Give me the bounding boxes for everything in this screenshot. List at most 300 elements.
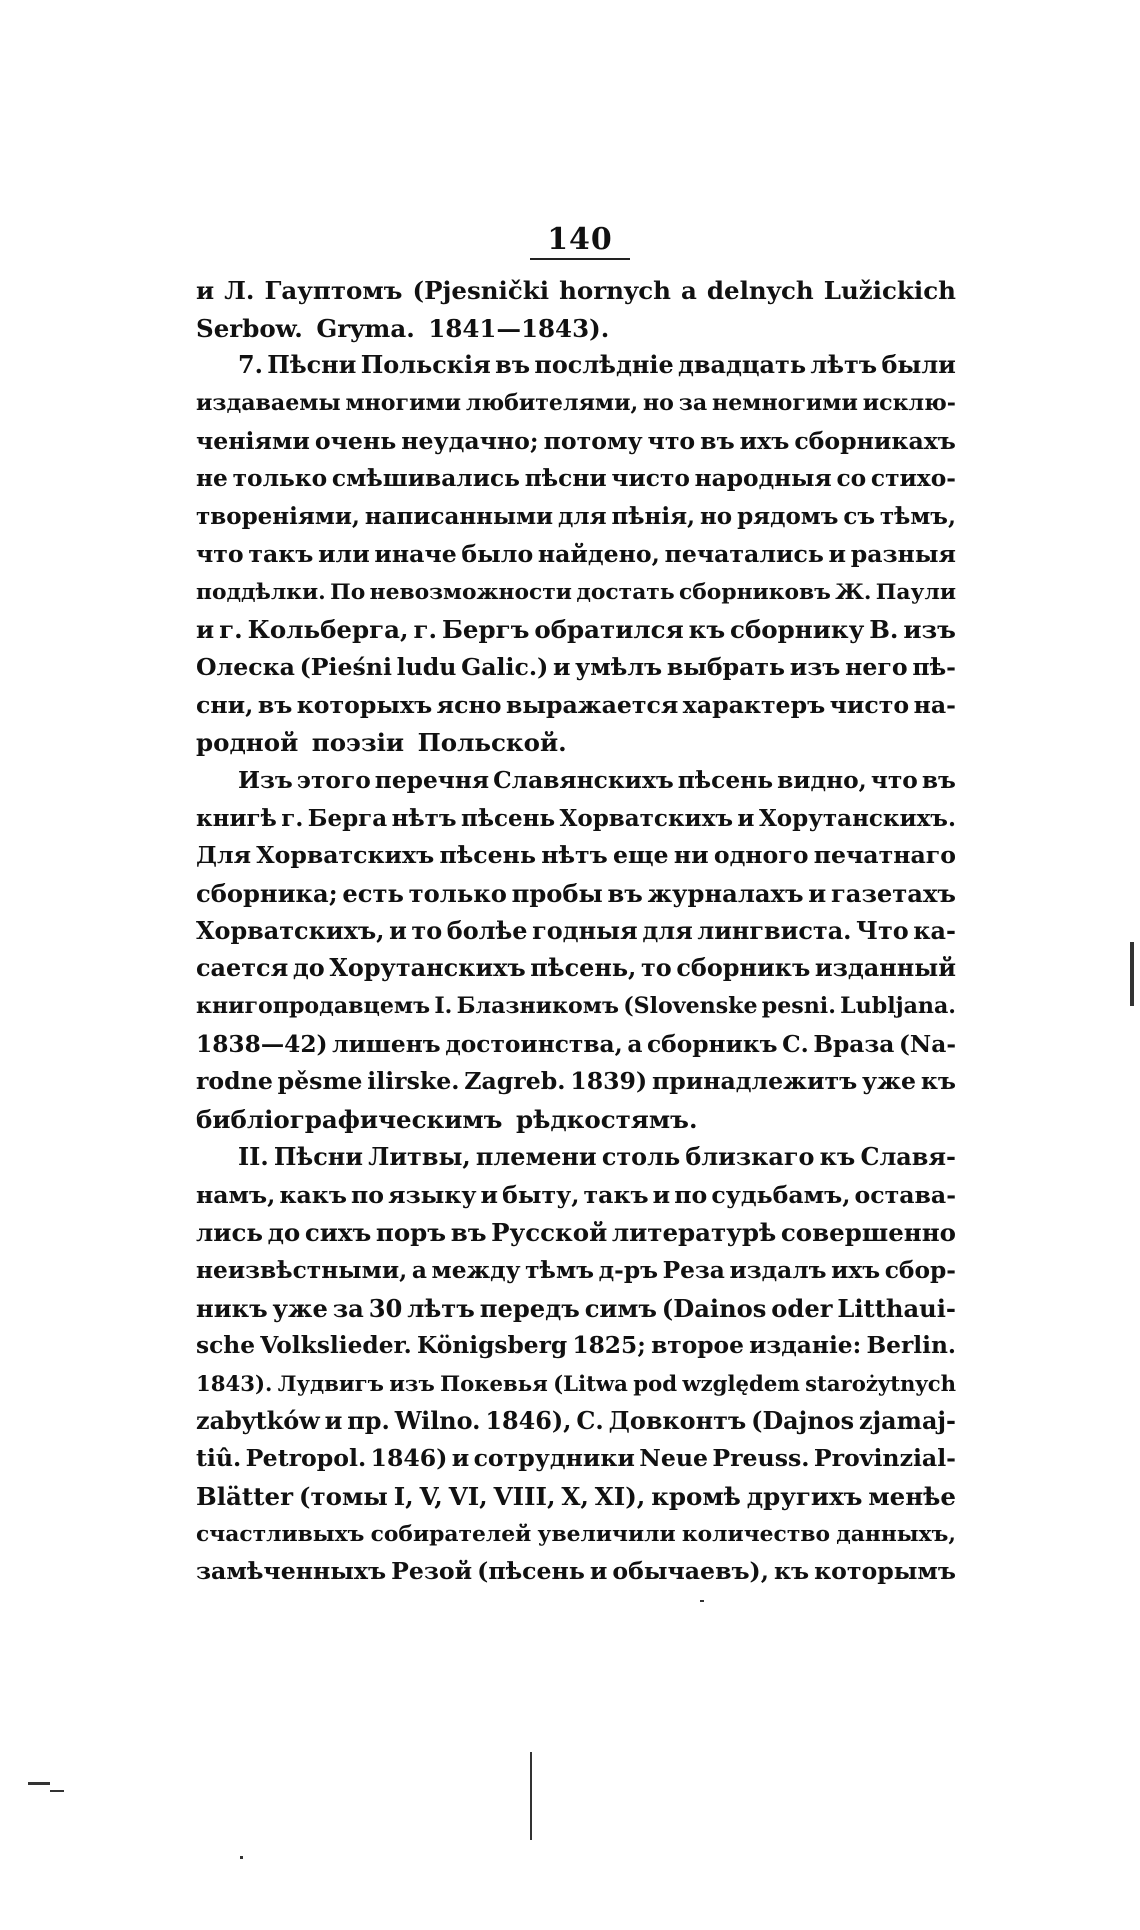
word: pesni. <box>761 993 836 1020</box>
word: (Litwa <box>553 1370 628 1396</box>
word: намъ, <box>196 1180 276 1209</box>
word: по <box>674 1180 708 1209</box>
word: Блазникомъ <box>456 993 619 1020</box>
word: Хорватскихъ <box>256 841 435 870</box>
word: Пѣсни <box>273 1142 363 1171</box>
word: то <box>411 916 443 945</box>
word: и <box>828 539 847 568</box>
word: найдено, <box>537 539 660 568</box>
word: (Pieśni <box>299 652 392 681</box>
word: Litthaui- <box>837 1293 956 1323</box>
word: уже <box>862 1067 916 1096</box>
word: а <box>411 1256 427 1284</box>
word: болѣе <box>446 916 528 945</box>
text-line <box>196 1063 956 1101</box>
word: въ <box>700 426 735 455</box>
scan-speck <box>530 1752 532 1840</box>
word: сборникъ <box>646 1030 778 1058</box>
word: близкаго <box>685 1142 815 1171</box>
word: сборникахъ <box>794 426 956 455</box>
word: поддѣлки. <box>196 579 326 605</box>
word: какъ <box>279 1180 347 1209</box>
text-line <box>196 950 956 988</box>
word: такъ <box>248 539 314 568</box>
word: Реза <box>662 1256 725 1284</box>
word: и <box>196 615 215 645</box>
word: тѣмъ, <box>879 503 956 531</box>
page-number-rule <box>530 258 630 260</box>
word: потому <box>543 426 643 455</box>
word: между <box>431 1256 521 1284</box>
word: Славянскихъ <box>493 766 674 794</box>
word: которымъ <box>814 1557 956 1586</box>
word: XI), <box>594 1482 646 1511</box>
word: и <box>196 276 215 305</box>
word: пѣсни <box>524 465 607 493</box>
word: сборнику <box>730 615 865 645</box>
word: менѣе <box>868 1482 956 1511</box>
text-line <box>196 1327 956 1365</box>
word: Хорутанскихъ. <box>758 804 956 832</box>
word: выбрать <box>666 652 786 681</box>
word: zabytków <box>196 1406 320 1435</box>
word: Хорутанскихъ <box>329 954 526 983</box>
word: нѣтъ <box>391 804 457 832</box>
text-line <box>196 913 956 951</box>
word: Бергъ <box>441 615 530 645</box>
word: до <box>292 954 325 983</box>
text-line <box>196 1214 956 1252</box>
word: ilirske. <box>367 1067 460 1096</box>
word: Lubljana. <box>840 993 956 1020</box>
text-line: библіографическимъ рѣдкостямъ. <box>196 1105 698 1135</box>
word: VIII, <box>493 1482 556 1511</box>
word: еще <box>613 841 669 870</box>
word: Wilno. <box>394 1406 481 1435</box>
word: данныхъ, <box>836 1521 956 1547</box>
word: д-ръ <box>598 1256 658 1284</box>
word: (Dainos <box>661 1293 767 1323</box>
word: поръ <box>375 1218 447 1248</box>
word: (Na- <box>898 1030 956 1058</box>
text-line <box>196 347 956 385</box>
scan-speck <box>700 1600 704 1602</box>
word: Резой <box>391 1557 473 1586</box>
text-line <box>196 460 956 498</box>
word: Хорватскихъ, <box>196 916 385 945</box>
word: за <box>678 390 708 417</box>
word: 1843). <box>196 1370 273 1396</box>
word: смѣшивались <box>331 465 520 493</box>
word: Берга <box>307 804 388 832</box>
word: твореніями, <box>196 503 360 531</box>
word: замѣченныхъ <box>196 1557 387 1586</box>
word: и <box>480 1180 499 1209</box>
word: Славя- <box>860 1142 956 1171</box>
word: (Pjesnički <box>412 276 550 305</box>
word: сни, <box>196 690 254 719</box>
word: столь <box>601 1142 681 1171</box>
word: въ <box>921 766 956 794</box>
word: разныя <box>850 539 956 568</box>
text-line <box>196 1440 956 1478</box>
text-line <box>196 1365 956 1403</box>
word: Довконтъ <box>608 1406 747 1435</box>
word: умѣлъ <box>575 652 663 681</box>
word: невозможности <box>369 579 572 605</box>
word: пѣсень, <box>530 954 637 983</box>
word: Provinzial- <box>813 1444 956 1473</box>
word: пѣ- <box>912 652 956 681</box>
word: Lužickich <box>823 276 956 305</box>
scan-speck <box>28 1782 50 1785</box>
word: есть <box>342 879 404 908</box>
word: послѣдніе <box>534 351 674 380</box>
word: книгѣ <box>196 804 277 832</box>
word: І. <box>434 993 453 1020</box>
word: любителями, <box>465 390 639 417</box>
word: печатнаго <box>813 841 956 870</box>
word: Blätter <box>196 1482 294 1511</box>
word: остава- <box>854 1180 956 1209</box>
word: С. <box>782 1030 809 1058</box>
word: него <box>845 652 908 681</box>
word: иначе <box>374 539 457 568</box>
word: Паули <box>875 579 956 605</box>
word: которыхъ <box>296 690 433 719</box>
word: многими <box>345 390 462 417</box>
text-line <box>196 762 956 800</box>
word: съ <box>843 503 875 531</box>
text-line <box>196 498 956 536</box>
word: перечня <box>374 766 490 794</box>
text-line <box>196 649 956 687</box>
text-line <box>196 875 956 913</box>
word: ихъ <box>739 426 790 455</box>
word: за <box>332 1293 364 1323</box>
word: sche <box>196 1332 256 1360</box>
word: и <box>552 652 571 681</box>
word: Königsberg <box>417 1332 568 1360</box>
word: количество <box>681 1521 831 1547</box>
scan-speck <box>50 1790 64 1792</box>
word: счастливыхъ <box>196 1521 365 1547</box>
word: (томы <box>298 1482 388 1511</box>
word: По <box>330 579 366 605</box>
word: и <box>589 1557 608 1586</box>
word: исклю- <box>862 390 956 417</box>
word: достать <box>576 579 675 605</box>
word: oder <box>771 1293 833 1323</box>
word: двадцать <box>677 351 807 380</box>
word: Berlin. <box>866 1332 956 1360</box>
word: и <box>808 879 827 908</box>
word: выражается <box>505 690 679 719</box>
word: къ <box>920 1067 956 1096</box>
margin-mark <box>1130 942 1134 1006</box>
word: на- <box>913 690 956 719</box>
word: лѣтъ <box>810 351 878 380</box>
word: только <box>232 465 328 493</box>
word: въ <box>450 1218 487 1248</box>
word: ни <box>673 841 709 870</box>
word: Volkslieder. <box>260 1332 412 1360</box>
word: изъ <box>389 1370 435 1396</box>
text-line <box>196 1139 956 1177</box>
scan-speck <box>240 1856 243 1859</box>
word: В. <box>869 615 899 645</box>
text-line <box>196 1478 956 1516</box>
text-line <box>196 988 956 1026</box>
word: Лудвигъ <box>277 1370 384 1396</box>
word: Пѣсни <box>267 351 357 380</box>
word: пѣсень <box>460 804 556 832</box>
word: неизвѣстными, <box>196 1256 408 1284</box>
word: а <box>627 1030 643 1058</box>
text-line <box>196 1516 956 1554</box>
word: względem <box>682 1370 800 1396</box>
word: Гауптомъ <box>264 276 403 305</box>
text-line <box>196 1553 956 1591</box>
word: и <box>652 1180 671 1209</box>
word: характеръ <box>682 690 826 719</box>
word: стихо- <box>870 465 956 493</box>
word: Враза <box>813 1030 895 1058</box>
word: (Dajnos <box>751 1406 855 1435</box>
word: не <box>196 465 228 493</box>
text-line <box>196 272 956 310</box>
text-line <box>196 1290 956 1328</box>
word: сихъ <box>304 1218 372 1248</box>
word: изъ <box>903 615 956 645</box>
word: достоинства, <box>445 1030 623 1058</box>
word: сборникъ <box>676 954 811 983</box>
word: народныя <box>694 465 832 493</box>
word: (пѣсень <box>477 1557 585 1586</box>
text-line <box>196 1026 956 1064</box>
word: Польскія <box>360 351 491 380</box>
word: II. <box>238 1142 269 1171</box>
word: ка- <box>913 916 956 945</box>
word: Покевья <box>440 1370 548 1396</box>
word: написанными <box>364 503 554 531</box>
word: Олеска <box>196 652 295 681</box>
word: a <box>680 276 697 305</box>
word: по <box>351 1180 385 1209</box>
word: starożytnych <box>805 1370 956 1396</box>
word: къ <box>688 615 726 645</box>
word: изданный <box>814 954 956 983</box>
word: pěsme <box>277 1067 363 1096</box>
word: другихъ <box>746 1482 863 1511</box>
word: такъ <box>583 1180 649 1209</box>
word: журналахъ <box>647 879 804 908</box>
word: zjamaj- <box>858 1406 956 1435</box>
word: hornych <box>559 276 671 305</box>
word: лишенъ <box>332 1030 441 1058</box>
word: къ <box>773 1557 810 1586</box>
word: но <box>643 390 674 417</box>
word: delnych <box>706 276 814 305</box>
word: неудачно; <box>401 426 539 455</box>
word: сбор- <box>884 1256 956 1284</box>
word: сборниковъ <box>679 579 831 605</box>
word: никъ <box>196 1293 268 1323</box>
word: ясно <box>436 690 502 719</box>
text-line <box>196 385 956 423</box>
word: г. <box>219 615 243 645</box>
word: VI, <box>448 1482 488 1511</box>
word: rodne <box>196 1067 273 1096</box>
word: увеличили <box>537 1521 676 1547</box>
text-line <box>196 800 956 838</box>
word: быту, <box>502 1180 580 1209</box>
word: рядомъ <box>737 503 839 531</box>
word: видно, <box>777 766 867 794</box>
text-line <box>196 687 956 725</box>
word: годныя <box>532 916 638 945</box>
word: сотрудники <box>473 1444 635 1473</box>
word: Zagreb. <box>464 1067 566 1096</box>
word: Ж. <box>835 579 872 605</box>
word: что <box>196 539 244 568</box>
word: со <box>836 465 867 493</box>
page-number: 140 <box>547 222 613 257</box>
word: до <box>267 1218 301 1248</box>
word: въ <box>607 879 643 908</box>
word: этого <box>296 766 371 794</box>
word: или <box>318 539 370 568</box>
word: и <box>737 804 755 832</box>
word: V, <box>419 1482 443 1511</box>
word: газетахъ <box>830 879 956 908</box>
word: 1838—42) <box>196 1030 328 1058</box>
word: ludu <box>396 652 457 681</box>
word: одного <box>713 841 809 870</box>
word: языку <box>388 1180 477 1209</box>
word: tiû. <box>196 1444 242 1473</box>
word: 1825; <box>572 1332 646 1360</box>
word: Preuss. <box>712 1444 810 1473</box>
text-line <box>196 536 956 574</box>
word: 1839) <box>570 1067 648 1096</box>
word: и <box>324 1406 343 1435</box>
word: Литвы, <box>368 1142 471 1171</box>
word: пѣнія, <box>611 503 696 531</box>
word: и <box>451 1444 470 1473</box>
word: пѣсень <box>677 766 774 794</box>
word: лѣтъ <box>407 1293 475 1323</box>
word: Что <box>856 916 909 945</box>
word: въ <box>495 351 531 380</box>
word: I, <box>393 1482 414 1511</box>
word: 1846) <box>370 1444 448 1473</box>
word: совершенно <box>780 1218 956 1248</box>
word: С. <box>576 1406 604 1435</box>
word: симъ <box>584 1293 657 1323</box>
word: только <box>408 879 507 908</box>
word: (Slovenske <box>623 993 758 1020</box>
word: очень <box>314 426 397 455</box>
word: чисто <box>829 690 910 719</box>
word: въ <box>257 690 293 719</box>
text-line: родной поэзіи Польской. <box>196 728 567 758</box>
word: лись <box>196 1218 263 1248</box>
word: собирателей <box>370 1521 532 1547</box>
word: Petropol. <box>245 1444 367 1473</box>
text-line <box>196 1252 956 1290</box>
word: второе <box>651 1332 744 1360</box>
word: племени <box>475 1142 597 1171</box>
word: г. <box>281 804 304 832</box>
word: тѣмъ <box>525 1256 595 1284</box>
word: передъ <box>479 1293 580 1323</box>
word: изъ <box>789 652 841 681</box>
text-line <box>196 574 956 612</box>
word: кромѣ <box>651 1482 741 1511</box>
word: изданіе: <box>749 1332 862 1360</box>
text-line: Serbow. Gryma. 1841—1843). <box>196 313 610 343</box>
word: къ <box>819 1142 856 1171</box>
word: чисто <box>611 465 690 493</box>
word: обратился <box>534 615 684 645</box>
word: ченіями <box>196 426 310 455</box>
word: нѣтъ <box>541 841 608 870</box>
word: ихъ <box>831 1256 881 1284</box>
word: Изъ <box>238 766 293 794</box>
word: что <box>647 426 696 455</box>
text-line <box>196 837 956 875</box>
word: пробы <box>511 879 603 908</box>
word: 30 <box>368 1293 403 1323</box>
word: но <box>699 503 733 531</box>
word: для <box>642 916 693 945</box>
word: Л. <box>224 276 255 305</box>
text-line <box>196 1403 956 1441</box>
word: судьбамъ, <box>711 1180 851 1209</box>
word: Хорватскихъ <box>559 804 733 832</box>
word: немногими <box>712 390 858 417</box>
word: обычаевъ), <box>612 1557 769 1586</box>
word: печатались <box>664 539 824 568</box>
text-line <box>196 1177 956 1215</box>
word: уже <box>272 1293 328 1323</box>
word: что <box>870 766 918 794</box>
word: издалъ <box>729 1256 827 1284</box>
word: 7. <box>238 351 263 380</box>
word: издаваемы <box>196 390 341 417</box>
word: пѣсень <box>439 841 536 870</box>
word: то <box>640 954 672 983</box>
word: книгопродавцемъ <box>196 993 431 1020</box>
word: принадлежитъ <box>651 1067 858 1096</box>
word: лингвиста. <box>697 916 852 945</box>
word: были <box>881 351 956 380</box>
word: пр. <box>347 1406 390 1435</box>
word: литературѣ <box>611 1218 777 1248</box>
word: 1846), <box>485 1406 572 1435</box>
word: Для <box>196 841 252 870</box>
word: pod <box>633 1370 678 1396</box>
body-text <box>196 272 956 1591</box>
word: Кольберга, <box>247 615 409 645</box>
text-line <box>196 611 956 649</box>
word: было <box>461 539 534 568</box>
word: X, <box>561 1482 589 1511</box>
word: Русской <box>491 1218 608 1248</box>
word: г. <box>413 615 438 645</box>
word: Galic.) <box>461 652 549 681</box>
